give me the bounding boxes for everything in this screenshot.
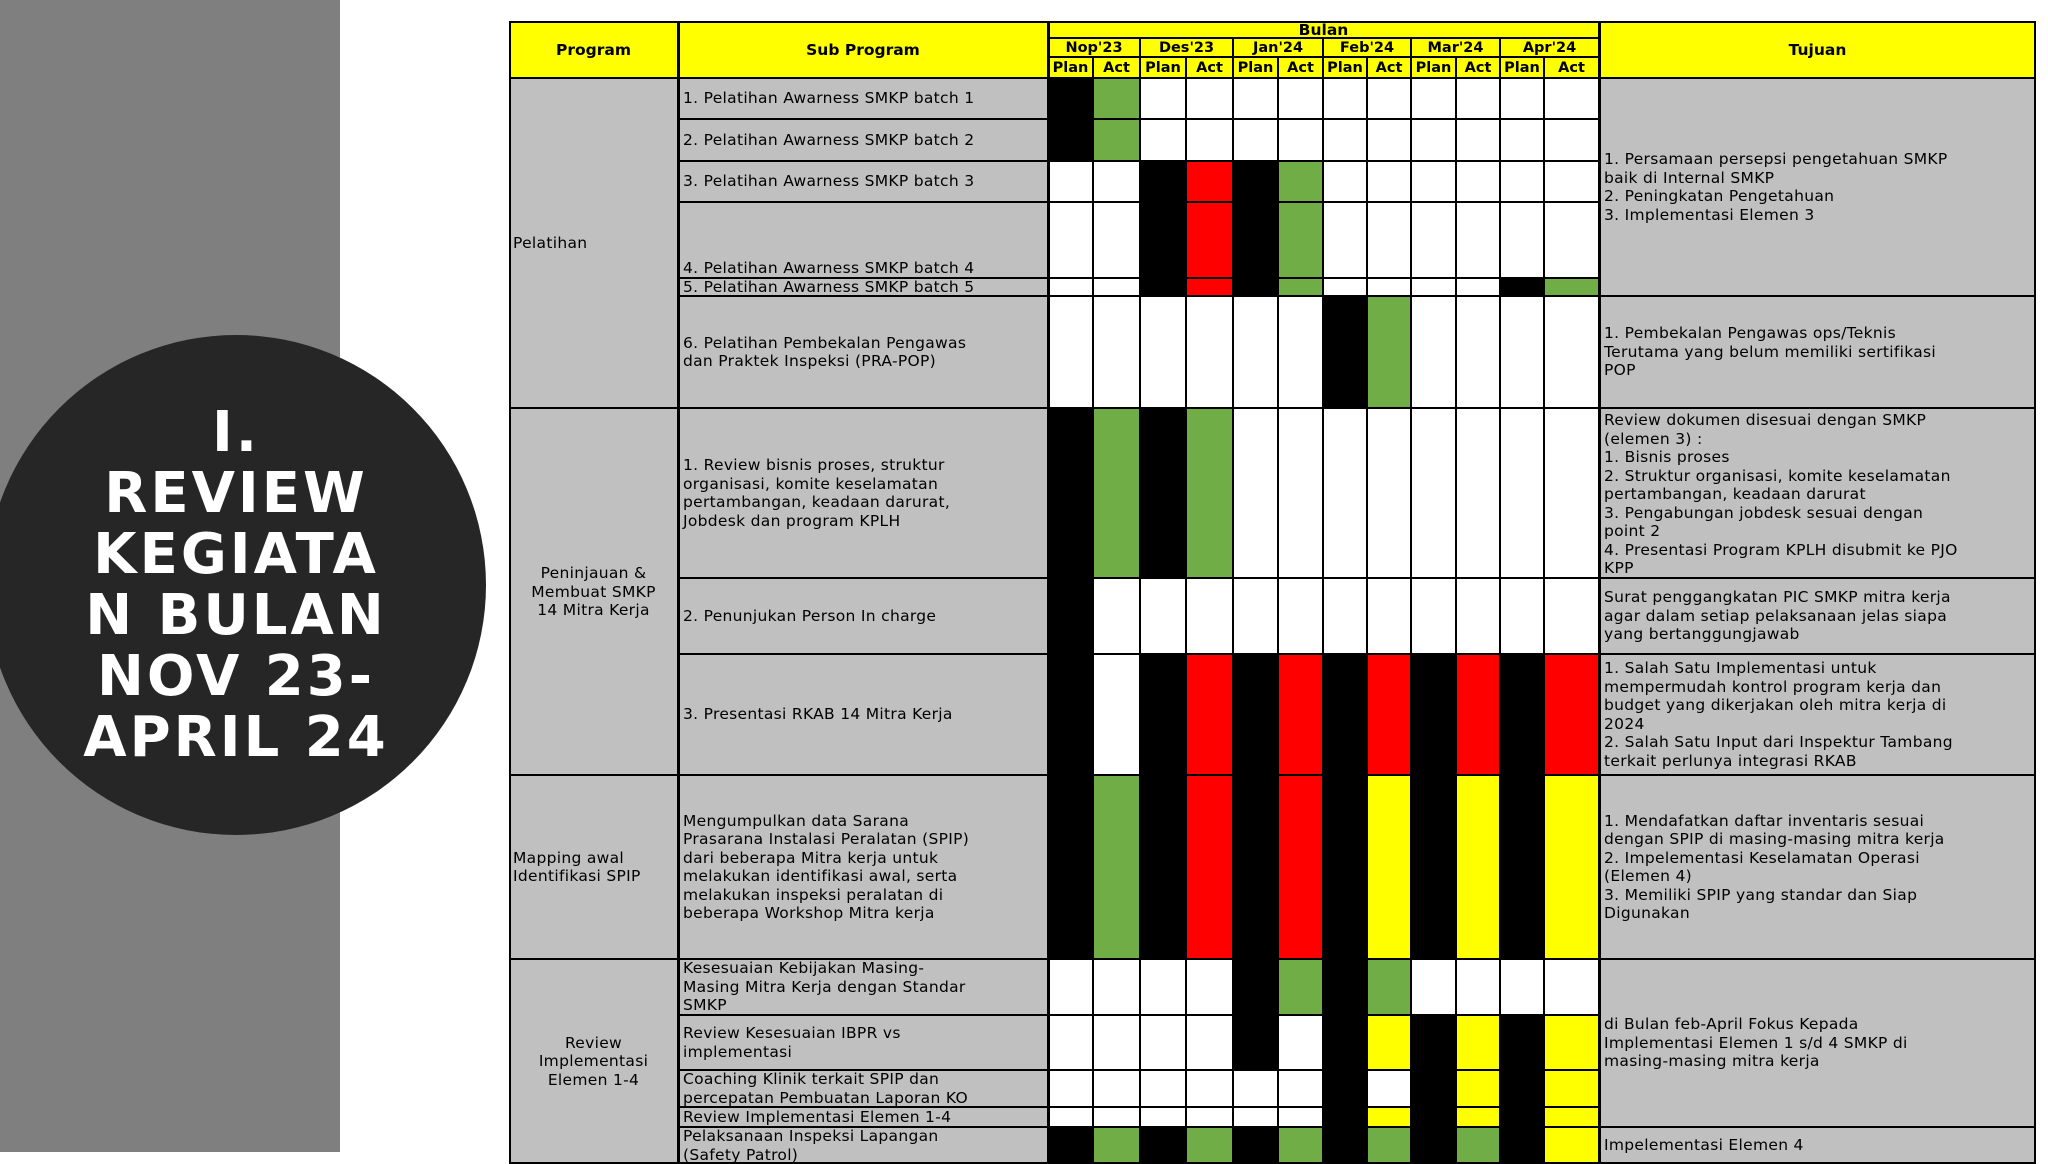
plan-cell [1411, 1107, 1456, 1127]
plan-cell [1323, 578, 1367, 654]
plan-cell [1500, 578, 1544, 654]
plan-cell [1323, 1107, 1367, 1127]
sub-program-row: Coaching Klinik terkait SPIP dan percepatan Pembuatan Laporan KO [678, 1070, 1048, 1107]
act-cell [1093, 1107, 1140, 1127]
act-cell [1186, 278, 1233, 296]
plan-cell [1140, 959, 1186, 1015]
tujuan-elemen-4: Impelementasi Elemen 4 [1599, 1127, 2036, 1164]
act-cell [1278, 1015, 1323, 1070]
act-cell [1278, 654, 1323, 775]
act-cell [1278, 959, 1323, 1015]
act-cell [1093, 296, 1140, 408]
plan-cell [1411, 1070, 1456, 1107]
act-cell [1186, 408, 1233, 578]
act-cell [1367, 654, 1411, 775]
tujuan-implementasi: di Bulan feb-April Fokus Kepada Implementasi Elemen 1 s/d 4 SMKP di masing-masing mitra kerja [1599, 959, 2036, 1127]
plan-cell [1048, 1070, 1093, 1107]
act-cell [1186, 202, 1233, 278]
plan-cell [1048, 1127, 1093, 1164]
plan-cell [1323, 278, 1367, 296]
act-cell [1544, 161, 1599, 202]
act-cell [1456, 296, 1500, 408]
act-cell [1186, 1107, 1233, 1127]
act-cell [1544, 296, 1599, 408]
act-cell [1367, 119, 1411, 161]
plan-cell [1140, 161, 1186, 202]
act-cell [1093, 578, 1140, 654]
plan-cell [1233, 278, 1278, 296]
slide-title: I. REVIEW KEGIATA N BULAN NOV 23- APRIL 24 [83, 400, 389, 770]
act-cell [1367, 1015, 1411, 1070]
plan-cell [1500, 959, 1544, 1015]
act-cell [1278, 78, 1323, 119]
plan-cell [1048, 775, 1093, 959]
plan-header: Plan [1140, 57, 1186, 78]
act-header: Act [1456, 57, 1500, 78]
act-cell [1544, 78, 1599, 119]
plan-cell [1411, 959, 1456, 1015]
act-cell [1367, 1070, 1411, 1107]
act-cell [1367, 1107, 1411, 1127]
act-cell [1278, 578, 1323, 654]
plan-cell [1323, 1070, 1367, 1107]
act-cell [1186, 654, 1233, 775]
header-sub-program: Sub Program [678, 21, 1048, 78]
month-header: Jan'24 [1233, 38, 1323, 57]
plan-cell [1140, 654, 1186, 775]
act-cell [1367, 1127, 1411, 1164]
act-cell [1186, 578, 1233, 654]
plan-cell [1140, 775, 1186, 959]
plan-cell [1140, 1107, 1186, 1127]
program-review-implementasi: Review Implementasi Elemen 1-4 [509, 959, 678, 1164]
program-peninjauan: Peninjauan & Membuat SMKP 14 Mitra Kerja [509, 408, 678, 775]
plan-cell [1140, 1127, 1186, 1164]
plan-cell [1140, 202, 1186, 278]
act-cell [1544, 959, 1599, 1015]
sub-program-row: 6. Pelatihan Pembekalan Pengawas dan Praktek Inspeksi (PRA-POP) [678, 296, 1048, 408]
plan-cell [1500, 1070, 1544, 1107]
act-header: Act [1367, 57, 1411, 78]
act-cell [1186, 161, 1233, 202]
plan-cell [1048, 578, 1093, 654]
sub-program-row: Kesesuaian Kebijakan Masing- Masing Mitra Kerja dengan Standar SMKP [678, 959, 1048, 1015]
plan-header: Plan [1048, 57, 1093, 78]
act-cell [1093, 161, 1140, 202]
month-header: Nop'23 [1048, 38, 1140, 57]
header-tujuan: Tujuan [1599, 21, 2036, 78]
plan-cell [1411, 78, 1456, 119]
month-header: Des'23 [1140, 38, 1233, 57]
month-header: Apr'24 [1500, 38, 1599, 57]
act-cell [1278, 1107, 1323, 1127]
sub-program-row: 1. Pelatihan Awarness SMKP batch 1 [678, 78, 1048, 119]
sub-program-row: 2. Pelatihan Awarness SMKP batch 2 [678, 119, 1048, 161]
act-cell [1456, 1070, 1500, 1107]
tujuan-spip: 1. Mendafatkan daftar inventaris sesuai dengan SPIP di masing-masing mitra kerja 2. Impelementasi Keselamatan Operasi (Elemen 4) 3. Memiliki SPIP yang standar dan Siap Digunakan [1599, 775, 2036, 959]
plan-cell [1233, 296, 1278, 408]
act-cell [1093, 78, 1140, 119]
plan-cell [1411, 408, 1456, 578]
plan-cell [1233, 408, 1278, 578]
sub-program-row: 2. Penunjukan Person In charge [678, 578, 1048, 654]
plan-cell [1233, 775, 1278, 959]
column-separator [1047, 21, 1050, 1164]
plan-cell [1233, 959, 1278, 1015]
plan-cell [1048, 1015, 1093, 1070]
header-program: Program [509, 21, 678, 78]
act-cell [1456, 78, 1500, 119]
act-cell [1278, 1070, 1323, 1107]
act-cell [1456, 161, 1500, 202]
act-cell [1456, 119, 1500, 161]
plan-cell [1500, 161, 1544, 202]
plan-cell [1323, 78, 1367, 119]
plan-cell [1233, 1015, 1278, 1070]
act-cell [1093, 1015, 1140, 1070]
sub-program-row: Pelaksanaan Inspeksi Lapangan (Safety Patrol) [678, 1127, 1048, 1164]
act-cell [1278, 408, 1323, 578]
tujuan-pembekalan: 1. Pembekalan Pengawas ops/Teknis Terutama yang belum memiliki sertifikasi POP [1599, 296, 2036, 408]
act-cell [1456, 1107, 1500, 1127]
act-cell [1544, 1070, 1599, 1107]
act-cell [1544, 775, 1599, 959]
plan-cell [1048, 119, 1093, 161]
plan-cell [1500, 78, 1544, 119]
month-header: Feb'24 [1323, 38, 1411, 57]
act-cell [1186, 119, 1233, 161]
plan-cell [1500, 119, 1544, 161]
act-cell [1278, 202, 1323, 278]
plan-cell [1411, 278, 1456, 296]
act-cell [1367, 775, 1411, 959]
sub-program-row: 1. Review bisnis proses, struktur organisasi, komite keselamatan pertambangan, keadaan darurat, Jobdesk dan program KPLH [678, 408, 1048, 578]
plan-cell [1048, 408, 1093, 578]
act-header: Act [1544, 57, 1599, 78]
plan-header: Plan [1323, 57, 1367, 78]
plan-cell [1411, 161, 1456, 202]
act-cell [1186, 1015, 1233, 1070]
plan-cell [1500, 775, 1544, 959]
sub-program-row: 4. Pelatihan Awarness SMKP batch 4 [678, 202, 1048, 278]
act-cell [1544, 654, 1599, 775]
act-cell [1093, 278, 1140, 296]
act-cell [1367, 278, 1411, 296]
act-cell [1544, 1015, 1599, 1070]
plan-cell [1048, 1107, 1093, 1127]
sub-program-row: Review Kesesuaian IBPR vs implementasi [678, 1015, 1048, 1070]
act-cell [1544, 119, 1599, 161]
act-cell [1278, 119, 1323, 161]
plan-cell [1323, 1015, 1367, 1070]
tujuan-awareness: 1. Persamaan persepsi pengetahuan SMKP baik di Internal SMKP 2. Peningkatan Pengetahuan 3. Implementasi Elemen 3 [1599, 78, 2036, 296]
plan-cell [1048, 959, 1093, 1015]
plan-cell [1140, 278, 1186, 296]
plan-cell [1140, 578, 1186, 654]
act-cell [1093, 959, 1140, 1015]
tujuan-review-dokumen: Review dokumen disesuai dengan SMKP (elemen 3) : 1. Bisnis proses 2. Struktur organisasi, komite keselamatan pertambangan, keadaan darurat 3. Pengabungan jobdesk sesuai dengan point 2 4. Presentasi Program KPLH disubmit ke PJO KPP [1599, 408, 2036, 578]
act-cell [1278, 1127, 1323, 1164]
act-cell [1456, 202, 1500, 278]
act-cell [1367, 78, 1411, 119]
tujuan-rkab: 1. Salah Satu Implementasi untuk mempermudah kontrol program kerja dan budget yang dikerjakan oleh mitra kerja di 2024 2. Salah Satu Input dari Inspektur Tambang terkait perlunya integrasi RKAB [1599, 654, 2036, 775]
tujuan-pic: Surat penggangkatan PIC SMKP mitra kerja agar dalam setiap pelaksanaan jelas siapa yang bertanggungjawab [1599, 578, 2036, 654]
plan-cell [1140, 296, 1186, 408]
act-header: Act [1093, 57, 1140, 78]
act-cell [1367, 202, 1411, 278]
plan-cell [1048, 161, 1093, 202]
plan-cell [1500, 278, 1544, 296]
act-cell [1456, 408, 1500, 578]
plan-cell [1411, 1127, 1456, 1164]
plan-cell [1323, 161, 1367, 202]
act-cell [1186, 1127, 1233, 1164]
act-cell [1186, 78, 1233, 119]
plan-cell [1323, 959, 1367, 1015]
sub-program-row: 3. Pelatihan Awarness SMKP batch 3 [678, 161, 1048, 202]
act-cell [1093, 408, 1140, 578]
plan-cell [1140, 78, 1186, 119]
act-header: Act [1278, 57, 1323, 78]
program-mapping-spip: Mapping awal Identifikasi SPIP [509, 775, 678, 959]
plan-cell [1233, 578, 1278, 654]
plan-cell [1500, 1015, 1544, 1070]
plan-cell [1411, 578, 1456, 654]
sub-program-row: 5. Pelatihan Awarness SMKP batch 5 [678, 278, 1048, 296]
act-cell [1367, 959, 1411, 1015]
act-cell [1278, 296, 1323, 408]
program-pelatihan: Pelatihan [509, 78, 678, 408]
column-separator [677, 21, 680, 1164]
act-header: Act [1186, 57, 1233, 78]
act-cell [1456, 654, 1500, 775]
plan-cell [1048, 654, 1093, 775]
plan-cell [1323, 775, 1367, 959]
column-separator [1598, 21, 1601, 1164]
act-cell [1278, 161, 1323, 202]
act-cell [1186, 1070, 1233, 1107]
plan-cell [1140, 1015, 1186, 1070]
act-cell [1367, 296, 1411, 408]
sub-program-row: Mengumpulkan data Sarana Prasarana Instalasi Peralatan (SPIP) dari beberapa Mitra kerja untuk melakukan identifikasi awal, serta melakukan inspeksi peralatan di beberapa Workshop Mitra kerja [678, 775, 1048, 959]
plan-cell [1323, 654, 1367, 775]
act-cell [1544, 202, 1599, 278]
act-cell [1093, 775, 1140, 959]
act-cell [1186, 296, 1233, 408]
act-cell [1544, 408, 1599, 578]
act-cell [1093, 1070, 1140, 1107]
plan-cell [1411, 1015, 1456, 1070]
plan-cell [1233, 202, 1278, 278]
act-cell [1456, 1015, 1500, 1070]
plan-cell [1233, 78, 1278, 119]
act-cell [1544, 1107, 1599, 1127]
plan-cell [1500, 202, 1544, 278]
act-cell [1456, 775, 1500, 959]
plan-cell [1411, 775, 1456, 959]
plan-cell [1048, 278, 1093, 296]
act-cell [1456, 578, 1500, 654]
plan-cell [1048, 78, 1093, 119]
plan-cell [1411, 119, 1456, 161]
act-cell [1367, 578, 1411, 654]
plan-cell [1500, 1127, 1544, 1164]
act-cell [1456, 1127, 1500, 1164]
plan-cell [1323, 119, 1367, 161]
act-cell [1278, 278, 1323, 296]
act-cell [1093, 654, 1140, 775]
plan-cell [1323, 202, 1367, 278]
act-cell [1093, 202, 1140, 278]
plan-cell [1500, 296, 1544, 408]
plan-cell [1048, 202, 1093, 278]
plan-cell [1140, 1070, 1186, 1107]
plan-cell [1323, 296, 1367, 408]
plan-cell [1411, 296, 1456, 408]
header-bulan: Bulan [1048, 21, 1599, 38]
plan-cell [1323, 1127, 1367, 1164]
plan-cell [1233, 654, 1278, 775]
act-cell [1367, 408, 1411, 578]
act-cell [1456, 278, 1500, 296]
act-cell [1544, 1127, 1599, 1164]
plan-header: Plan [1500, 57, 1544, 78]
plan-cell [1140, 119, 1186, 161]
sub-program-row: 3. Presentasi RKAB 14 Mitra Kerja [678, 654, 1048, 775]
plan-header: Plan [1233, 57, 1278, 78]
month-header: Mar'24 [1411, 38, 1500, 57]
plan-cell [1500, 654, 1544, 775]
plan-cell [1500, 1107, 1544, 1127]
act-cell [1186, 775, 1233, 959]
act-cell [1544, 278, 1599, 296]
plan-cell [1048, 296, 1093, 408]
plan-cell [1140, 408, 1186, 578]
plan-cell [1233, 161, 1278, 202]
plan-cell [1411, 202, 1456, 278]
act-cell [1093, 119, 1140, 161]
plan-cell [1233, 1107, 1278, 1127]
plan-cell [1233, 1070, 1278, 1107]
act-cell [1278, 775, 1323, 959]
sub-program-row: Review Implementasi Elemen 1-4 [678, 1107, 1048, 1127]
plan-cell [1411, 654, 1456, 775]
act-cell [1544, 578, 1599, 654]
act-cell [1093, 1127, 1140, 1164]
act-cell [1456, 959, 1500, 1015]
plan-header: Plan [1411, 57, 1456, 78]
act-cell [1367, 161, 1411, 202]
plan-cell [1500, 408, 1544, 578]
plan-cell [1233, 119, 1278, 161]
act-cell [1186, 959, 1233, 1015]
plan-cell [1233, 1127, 1278, 1164]
plan-cell [1323, 408, 1367, 578]
